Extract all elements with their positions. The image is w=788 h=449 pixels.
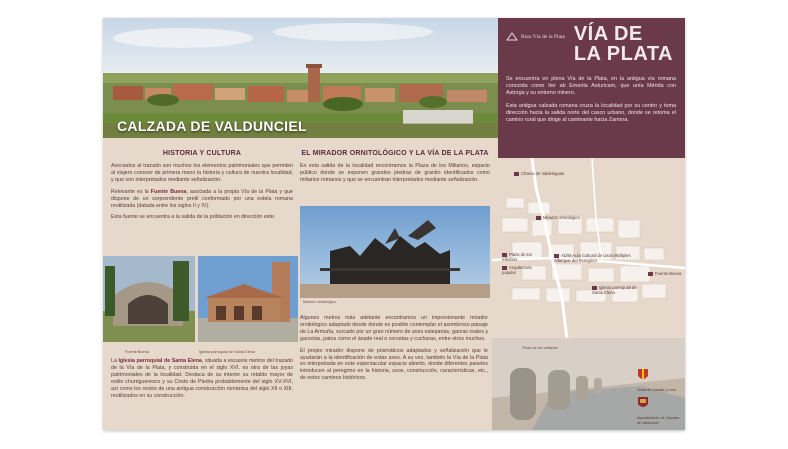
ruta-logo bbox=[506, 32, 565, 41]
map-label-text: Charca de Valdeleguas bbox=[521, 171, 565, 177]
mirador-text-lower bbox=[300, 315, 488, 387]
junta-text: Junta de Castilla y León bbox=[637, 388, 677, 392]
iglesia-image bbox=[198, 256, 298, 342]
map-label-charca bbox=[514, 172, 564, 177]
map-label-text: Fuente Buena bbox=[655, 271, 682, 277]
map-label-text: Iglesia parroquial de Santa Elena bbox=[592, 285, 637, 295]
history-body bbox=[111, 163, 293, 221]
fuente-buena-photo bbox=[103, 256, 195, 342]
mirador-column bbox=[300, 146, 490, 189]
hero-panorama bbox=[103, 18, 498, 138]
mirador-photo bbox=[300, 206, 490, 298]
iglesia-caption: Iglesia parroquial de Santa Elena bbox=[199, 350, 255, 354]
institution-logos bbox=[637, 368, 681, 425]
mirador-paragraph-3: El propio mirador dispone de prismáticos adaptados y señalización que le ayudarán a la identificación de estas aves. A su vez, también la Vía de la Plata es interpretada en este espectacular espacio abierto, donde diferentes paneles introducen al peregrino en la historia, usos, construcción, características, etc., de estos caminos históricos. bbox=[300, 347, 488, 382]
mirador-paragraph-2: Algunos metros más adelante encontramos un impresionante mirador ornitológico adaptado desde donde es posible contemplar el asombroso paisaje de La Armuña, surcado por un gran número de aves esteparias, garzas reales y garcetas, patos como el ánade real o cercetas y cucharas, entre otros muchos. bbox=[300, 315, 488, 342]
mirador-body bbox=[300, 163, 490, 184]
village-map bbox=[492, 158, 685, 348]
map-label-text: Arquitectura popular bbox=[502, 265, 532, 275]
heading-line-1: VÍA DE bbox=[573, 23, 643, 45]
map-label-text: AD/M Aula Cultural de Usos Múltiples Albergue del Peregrino bbox=[554, 253, 631, 263]
page-title: CALZADA DE VALDUNCIEL bbox=[117, 118, 307, 134]
text-run: , asociada a la propia Vía de la Plata y que dispone de un sorprendente pretil conformado por una estela romana reutilizada (datada entre los siglos II y IV). bbox=[111, 188, 294, 209]
header-paragraph-2: Esta antigua calzada romana cruza la localidad por su centro y toma dirección hacia la salida norte del casco urbano, donde se retoma el camino rural que dirige al caminante hacia Zamora. bbox=[506, 103, 676, 123]
text-run: Relevante es la bbox=[111, 188, 151, 195]
text-run: , situada a escasos metros del trazado de la Vía de la Plata, y construida en el siglo XVI, es otra de las joyas patrimoniales de la localidad. Destaca de su interior su retablo mayor de estilo churrigueresco y su Cristo de Piedra probablemente del siglo XV-XVI, así como los restos de una antigua construcción románica del siglo XII o XIII, reutilizados en su construcción. bbox=[111, 358, 293, 399]
iglesia-highlight: Iglesia parroquial de Santa Elena bbox=[118, 358, 202, 364]
map-marker-icon bbox=[536, 216, 541, 220]
map-label-text: Mirador ornitológico bbox=[543, 215, 580, 221]
mirador-title: EL MIRADOR ORNITOLÓGICO Y LA VÍA DE LA PLATA bbox=[301, 150, 489, 157]
map-label-iglesia bbox=[592, 286, 648, 296]
ayuntamiento-text: Ayuntamiento de Calzada de Valdunciel bbox=[637, 416, 680, 425]
map-label-plaza bbox=[502, 253, 538, 263]
miliarios-caption: Plaza de los miliarios bbox=[522, 346, 558, 350]
history-title: HISTORIA Y CULTURA bbox=[162, 150, 242, 157]
ruta-logo-icon bbox=[506, 32, 518, 41]
iglesia-text bbox=[111, 358, 293, 404]
junta-shield-icon bbox=[637, 368, 649, 382]
map-label-aula bbox=[554, 254, 634, 264]
ayuntamiento-shield-icon bbox=[637, 396, 649, 410]
map-marker-icon bbox=[514, 172, 519, 176]
map-marker-icon bbox=[648, 272, 653, 276]
mirador-image bbox=[300, 206, 490, 298]
section-heading bbox=[574, 24, 673, 64]
header-paragraph-1: Se encuentra en plena Vía de la Plata, en la antigua vía romana conocida como Iter ab Emerita Asturicam, que unía Mérida con Astorga y su entorno minero. bbox=[506, 76, 676, 96]
mirador-paragraph-1: En esta salida de la localidad encontramos la Plaza de los Miliarios, espacio público donde se exponen grandes piedras de granito identificados como miliarios romanos y que se encuentran interpretados mediante señalización. bbox=[300, 163, 490, 183]
heading-line-2: LA PLATA bbox=[573, 43, 673, 65]
logo-text: Ruta Vía de la Plata bbox=[521, 33, 565, 40]
history-paragraph-2 bbox=[111, 189, 293, 210]
brochure-panel bbox=[103, 18, 685, 430]
mirador-body-lower bbox=[300, 315, 488, 382]
history-paragraph-3: Esta fuente se encuentra a la salida de la población en dirección este. bbox=[111, 214, 276, 221]
map-label-text: Plaza de los miliarios bbox=[502, 252, 532, 262]
iglesia-paragraph bbox=[111, 358, 293, 399]
history-paragraph-1: Asociados al trazado son muchos los elementos patrimoniales que permiten al viajero conocer de primera mano la historia y cultura de nuestra localidad, y que son interpretados mediante señalización. bbox=[111, 163, 293, 183]
via-de-la-plata-header bbox=[498, 18, 685, 176]
map-label-mirador bbox=[536, 216, 580, 221]
history-column bbox=[111, 146, 293, 226]
fuente-buena-image bbox=[103, 256, 195, 342]
fuente-buena-highlight: Fuente Buena bbox=[150, 188, 187, 195]
text-run: La bbox=[111, 358, 119, 364]
map-label-fuente bbox=[648, 272, 681, 277]
iglesia-photo bbox=[198, 256, 298, 342]
mirador-caption: Mirador ornitológico bbox=[303, 300, 337, 304]
header-text bbox=[506, 76, 676, 130]
map-label-arquitectura bbox=[502, 266, 538, 276]
fuente-buena-caption: Fuente Buena bbox=[125, 350, 149, 354]
